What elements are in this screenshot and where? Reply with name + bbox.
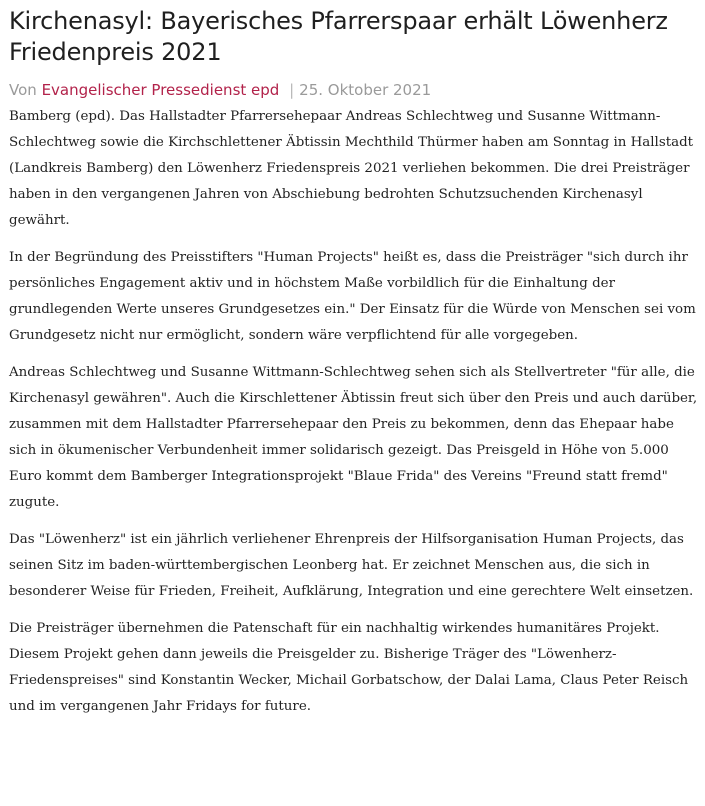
byline-separator: | (289, 81, 295, 99)
publish-date: 25. Oktober 2021 (299, 81, 432, 99)
paragraph: Andreas Schlechtweg und Susanne Wittmann-Schlechtweg sehen sich als Stellvertreter "für alle, die Kirchenasyl gewähren". Auch die Kirschlettener Äbtissin freut sich über den Preis und auch darüber, zusammen mit dem Hallstadter Pfarrersehepaar den Preis zu bekommen, denn das Ehepaar habe sich in ökumenischer Verbundenheit immer solidarisch gezeigt. Das Preisgeld in Höhe von 5.000 Euro kommt dem Bamberger Integrationsprojekt "Blaue Frida" des Vereins "Freund statt fremd" zugute. (9, 365, 698, 510)
byline (9, 80, 699, 100)
paragraph: In der Begründung des Preisstifters "Human Projects" heißt es, dass die Preisträger "sich durch ihr persönliches Engagement aktiv und in höchstem Maße vorbildlich für die Einhaltung der grundlegenden Werte unseres Grundgesetzes ein." Der Einsatz für die Würde von Menschen sei vom Grundgesetz nicht nur ermöglicht, sondern wäre verpflichtend für alle vorgegeben. (9, 250, 696, 343)
paragraph: Bamberg (epd). Das Hallstadter Pfarrersehepaar Andreas Schlechtweg und Susanne Wittmann-Schlechtweg sowie die Kirchschlettener Äbtissin Mechthild Thürmer haben am Sonntag in Hallstadt (Landkreis Bamberg) den Löwenherz Friedenspreis 2021 verliehen bekommen. Die drei Preisträger haben in den vergangenen Jahren von Abschiebung bedrohten Schutzsuchenden Kirchenasyl gewährt. (9, 109, 694, 228)
byline-prefix: Von (9, 81, 37, 99)
article-body (9, 104, 699, 720)
paragraph: Die Preisträger übernehmen die Patenschaft für ein nachhaltig wirkendes humanitäres Projekt. Diesem Projekt gehen dann jeweils die Preisgelder zu. Bisherige Träger des "Löwenherz-Friedenspreises" sind Konstantin Wecker, Michail Gorbatschow, der Dalai Lama, Claus Peter Reisch und im vergangenen Jahr Fridays for future. (9, 621, 689, 714)
article-title: Kirchenasyl: Bayerisches Pfarrerspaar erhält Löwenherz Friedenpreis 2021 (9, 7, 668, 66)
paragraph: Das "Löwenherz" ist ein jährlich verliehener Ehrenpreis der Hilfsorganisation Human Projects, das seinen Sitz im baden-württembergischen Leonberg hat. Er zeichnet Menschen aus, die sich in besonderer Weise für Frieden, Freiheit, Aufklärung, Integration und eine gerechtere Welt einsetzen. (9, 532, 694, 599)
author-link[interactable]: Evangelischer Pressedienst epd (41, 81, 280, 99)
